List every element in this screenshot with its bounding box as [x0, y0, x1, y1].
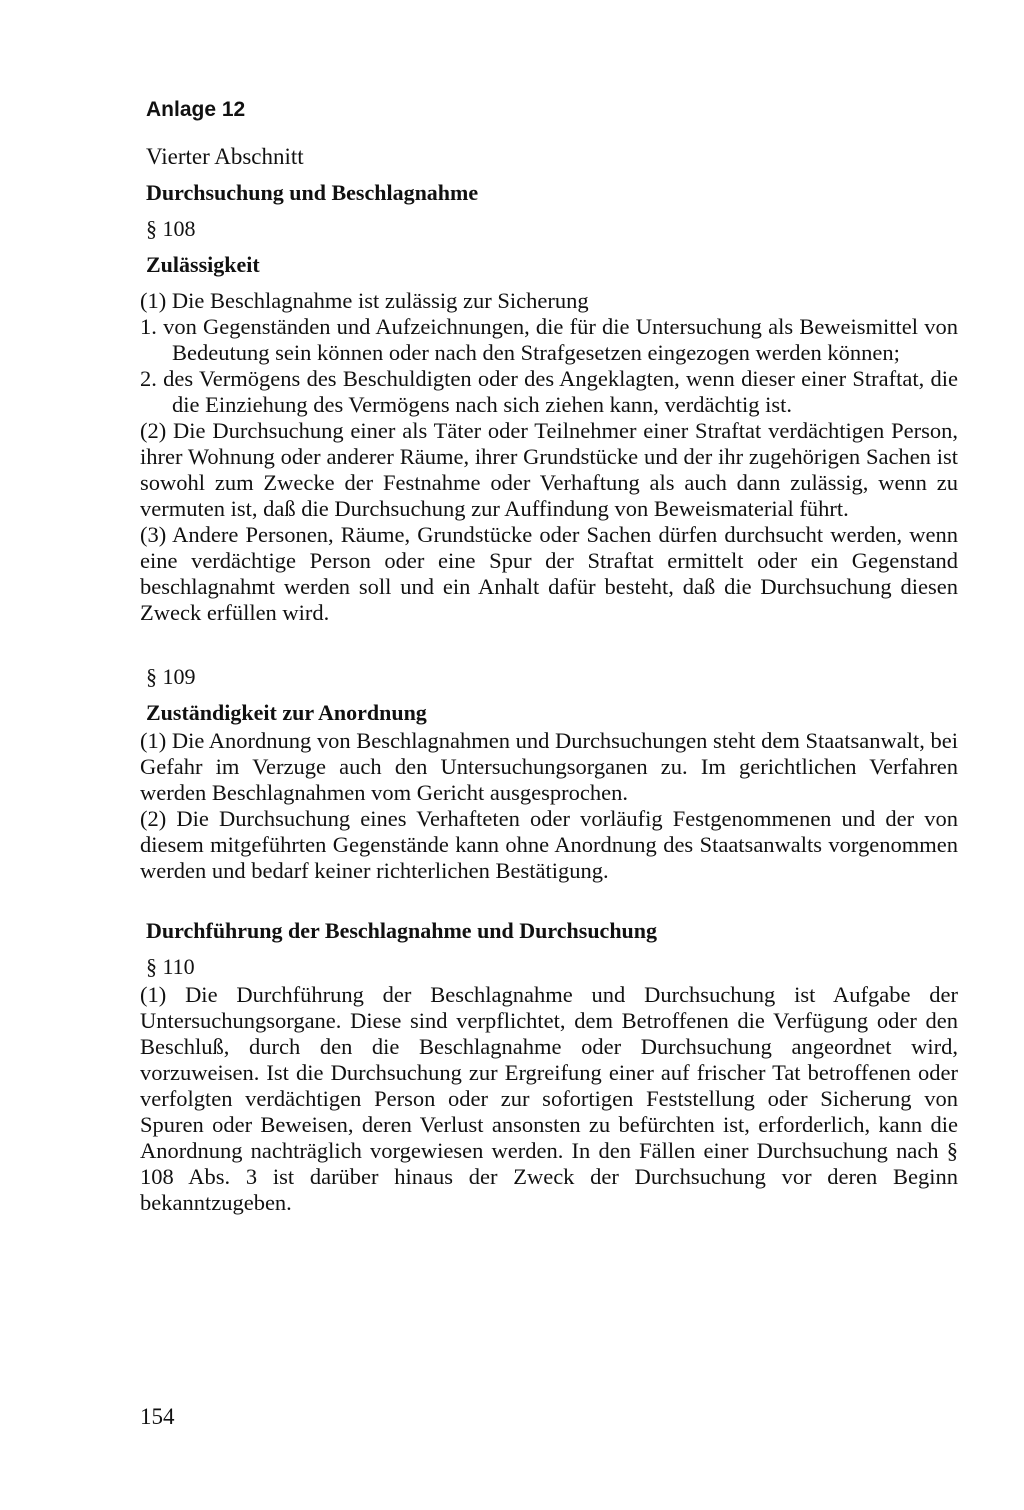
- chapter-label: Vierter Abschnitt: [146, 144, 304, 169]
- section-108-para-2: (2) Die Durchsuchung einer als Täter oder Teilnehmer einer Straftat verdächtigen Person, ihrer Wohnung oder anderer Räume, ihrer Grundstücke und der ihr zugehörigen Sachen ist sowohl zum Zwecke der Festnahme oder Verhaftung als auch dann zulässig, wenn zu vermuten ist, daß die Durchsuchung zur Auffindung von Beweismaterial führt.: [140, 418, 958, 521]
- section-108-para-3: (3) Andere Personen, Räume, Grundstücke oder Sachen dürfen durchsucht werden, wenn eine verdächtige Person oder eine Spur der Straftat ermittelt oder ein Gegenstand beschlagnahmt werden soll und ein Anhalt dafür besteht, daß die Durchsuchung diesen Zweck erfüllen wird.: [140, 522, 958, 625]
- section-108-title: Zulässigkeit: [146, 252, 260, 277]
- section-108-item-2: 2. des Vermögens des Beschuldigten oder des Angeklagten, wenn dieser einer Straftat, die die Einziehung des Vermögens nach sich ziehen kann, verdächtig ist.: [140, 366, 958, 417]
- section-109-para-1: (1) Die Anordnung von Beschlagnahmen und Durchsuchungen steht dem Staatsanwalt, bei Gefahr im Verzuge auch den Untersuchungsorganen zu. Im gerichtlichen Verfahren werden Beschlagnahmen vom Gericht ausgesprochen.: [140, 728, 958, 805]
- section-108-number: § 108: [146, 216, 196, 241]
- section-108-para-1-intro: (1) Die Beschlagnahme ist zulässig zur Sicherung: [140, 288, 589, 313]
- section-110-para-1: (1) Die Durchführung der Beschlagnahme und Durchsuchung ist Aufgabe der Untersuchungsorgane. Diese sind verpflichtet, dem Betroffenen die Verfügung oder den Beschluß, durch den die Beschlagnahme oder Durchsuchung angeordnet wird, vorzuweisen. Ist die Durchsuchung zur Ergreifung einer auf frischer Tat betroffenen oder verfolgten verdächtigen Person oder zur sofortigen Feststellung oder Sicherung von Spuren oder Beweisen, deren Verlust ansonsten zu befürchten ist, erforderlich, kann die Anordnung nachträglich vorgewiesen werden. In den Fällen einer Durchsuchung nach § 108 Abs. 3 ist darüber hinaus der Zweck der Durchsuchung vor deren Beginn bekanntzugeben.: [140, 982, 958, 1215]
- section-109-number: § 109: [146, 664, 196, 689]
- section-108-item-1: 1. von Gegenständen und Aufzeichnungen, die für die Untersuchung als Beweismittel von Bedeutung sein können oder nach den Strafgesetzen eingezogen werden können;: [140, 314, 958, 365]
- annex-label: Anlage 12: [146, 98, 246, 121]
- chapter-title: Durchsuchung und Beschlagnahme: [146, 180, 479, 205]
- page-body: [140, 92, 958, 1216]
- page-number: 154: [140, 1404, 175, 1429]
- section-109-title: Zuständigkeit zur Anordnung: [146, 700, 427, 725]
- section-110-heading: Durchführung der Beschlagnahme und Durchsuchung: [146, 918, 658, 943]
- section-109-para-2: (2) Die Durchsuchung eines Verhafteten oder vorläufig Festgenommenen und der von diesem mitgeführten Gegenstände kann ohne Anordnung des Staatsanwalts vorgenommen werden und bedarf keiner richterlichen Bestätigung.: [140, 806, 958, 883]
- section-110-number: § 110: [146, 954, 195, 979]
